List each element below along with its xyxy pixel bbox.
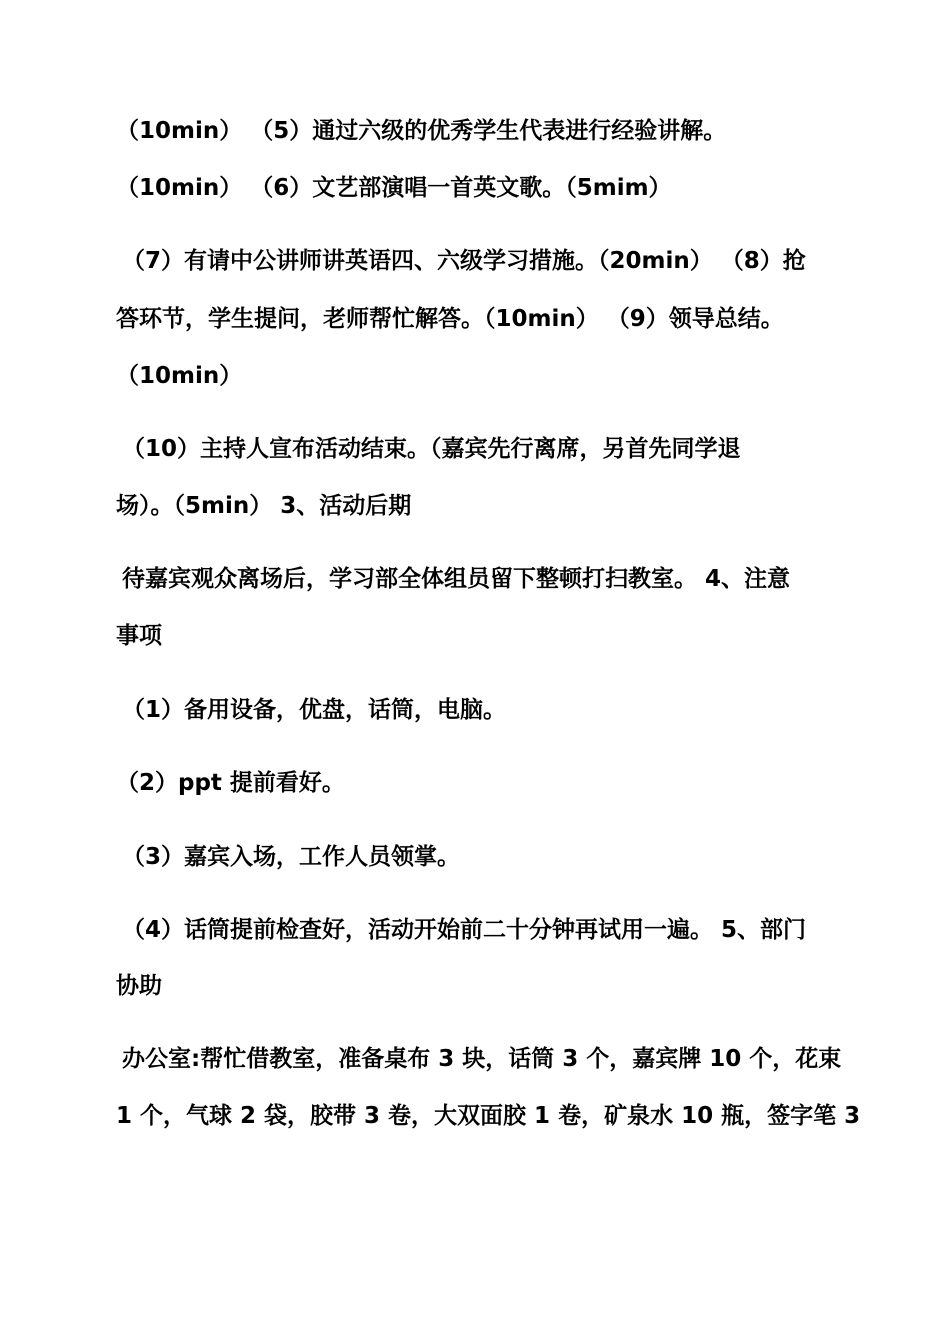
text-line-11: （2）ppt 提前看好。 — [116, 770, 345, 796]
text-line-2: （10min） （6）文艺部演唱一首英文歌。（5mim） — [116, 175, 672, 201]
text-line-14: 协助 — [116, 973, 162, 999]
text-line-16: 1 个，气球 2 袋，胶带 3 卷，大双面胶 1 卷，矿泉水 10 瓶，签字笔 3 — [116, 1103, 861, 1129]
text-line-10: （1）备用设备，优盘，话筒，电脑。 — [122, 697, 507, 723]
text-line-6: （10）主持人宣布活动结束。（嘉宾先行离席，另首先同学退 — [122, 436, 741, 462]
text-line-7: 场）。（5min） 3、活动后期 — [116, 493, 412, 519]
text-line-9: 事项 — [116, 623, 162, 649]
text-line-8: 待嘉宾观众离场后，学习部全体组员留下整顿打扫教室。 4、注意 — [122, 566, 791, 592]
text-line-5: （10min） — [116, 363, 243, 389]
text-line-15: 办公室:帮忙借教室，准备桌布 3 块，话筒 3 个，嘉宾牌 10 个，花束 — [122, 1046, 842, 1072]
text-line-12: （3）嘉宾入场，工作人员领掌。 — [122, 844, 461, 870]
text-line-1: （10min） （5）通过六级的优秀学生代表进行经验讲解。 — [116, 118, 727, 144]
text-line-13: （4）话筒提前检查好，活动开始前二十分钟再试用一遍。 5、部门 — [122, 917, 807, 943]
text-line-4: 答环节，学生提问，老师帮忙解答。（10min） （9）领导总结。 — [116, 306, 784, 332]
text-line-3: （7）有请中公讲师讲英语四、六级学习措施。（20min） （8）抢 — [122, 248, 806, 274]
